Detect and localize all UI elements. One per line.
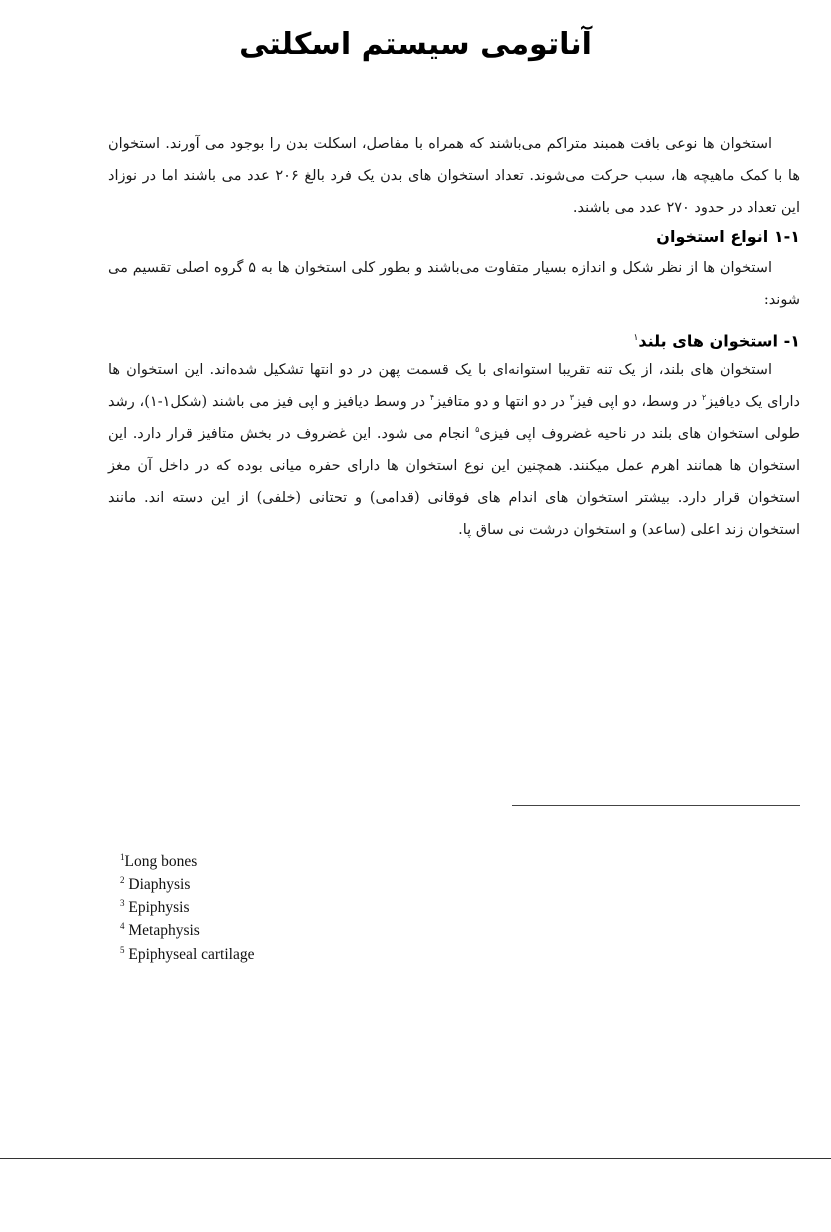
section-paragraph: استخوان ها از نظر شکل و اندازه بسیار متفاوت می‌باشند و بطور کلی استخوان ها به ۵ گروه اصلی تقسیم می شوند:: [108, 260, 800, 308]
footnote-item: [120, 894, 420, 917]
footnote-ref-5: ۵: [475, 425, 480, 435]
footnote-number: 3: [120, 898, 125, 909]
footnote-item: [120, 917, 420, 940]
page-bottom-rule: [0, 1158, 831, 1159]
footnote-ref-2: ۲: [701, 393, 707, 403]
long-bones-paragraph-block: [108, 354, 800, 546]
subsection-heading-long-bones: [100, 324, 800, 355]
footnote-text: Diaphysis: [124, 876, 191, 894]
long-bones-text-b: در وسط، دو اپی فیز: [574, 394, 702, 410]
section-paragraph-block: [108, 252, 800, 316]
footnote-separator: [512, 805, 800, 806]
footnote-ref-1: ۱: [633, 333, 639, 343]
footnote-number: 5: [120, 944, 125, 955]
footnote-ref-3: ۳: [569, 393, 575, 403]
long-bones-text-a: استخوان های بلند، از یک تنه تقریبا استوانه‌ای با یک قسمت پهن در دو انتها تشکیل شده‌اند. این استخوان ها دارای یک دیافیز: [108, 362, 800, 410]
footnote-item: [120, 941, 420, 964]
footnote-text: Long bones: [124, 853, 198, 871]
footnotes-list: [120, 848, 420, 964]
page-title: آناتومی سیستم اسکلتی: [239, 27, 592, 62]
intro-paragraph-block: [108, 128, 800, 224]
long-bones-paragraph: [108, 354, 800, 546]
footnote-item: [120, 871, 420, 894]
footnote-ref-4: ۴: [429, 393, 435, 403]
subsection-heading-text: ۱- استخوان های بلند: [638, 331, 800, 351]
footnote-number: 4: [120, 921, 125, 932]
intro-paragraph: استخوان ها نوعی بافت همبند متراکم می‌باشند که همراه با مفاصل، اسکلت بدن را بوجود می آورند. استخوان ها با کمک ماهیچه ها، سبب حرکت می‌شوند. تعداد استخوان های بدن یک فرد بالغ ۲۰۶ عدد می باشند اما در نوزاد این تعداد در حدود ۲۷۰ عدد می باشند.: [108, 136, 800, 216]
footnote-number: 2: [120, 875, 125, 886]
footnote-text: Epiphyseal cartilage: [124, 945, 255, 963]
long-bones-text-c: در دو انتها و دو متافیز: [434, 394, 570, 410]
footnote-number: 1: [120, 852, 125, 862]
long-bones-text-d: در وسط دیافیز و اپی فیز می باشند (شکل۱-۱)، رشد طولی استخوان های بلند در ناحیه غضروف اپی فیزی: [108, 394, 801, 442]
footnote-item: [120, 848, 420, 871]
footnote-text: Epiphysis: [124, 899, 190, 917]
section-heading-bone-types: ۱-۱ انواع استخوان: [656, 227, 800, 246]
footnote-text: Metaphysis: [124, 922, 200, 940]
long-bones-text-e: انجام می شود. این غضروف در بخش متافیز قرار دارد. این استخوان ها همانند اهرم عمل میکنند. همچنین این نوع استخوان ها دارای حفره میانی بوده که در داخل آن مغز استخوان قرار دارد. بیشتر استخوان های اندام های فوقانی (قدامی) و تحتانی (خلفی) از این دسته اند. مانند استخوان زند اعلی (ساعد) و استخوان درشت نی ساق پا.: [108, 426, 800, 538]
